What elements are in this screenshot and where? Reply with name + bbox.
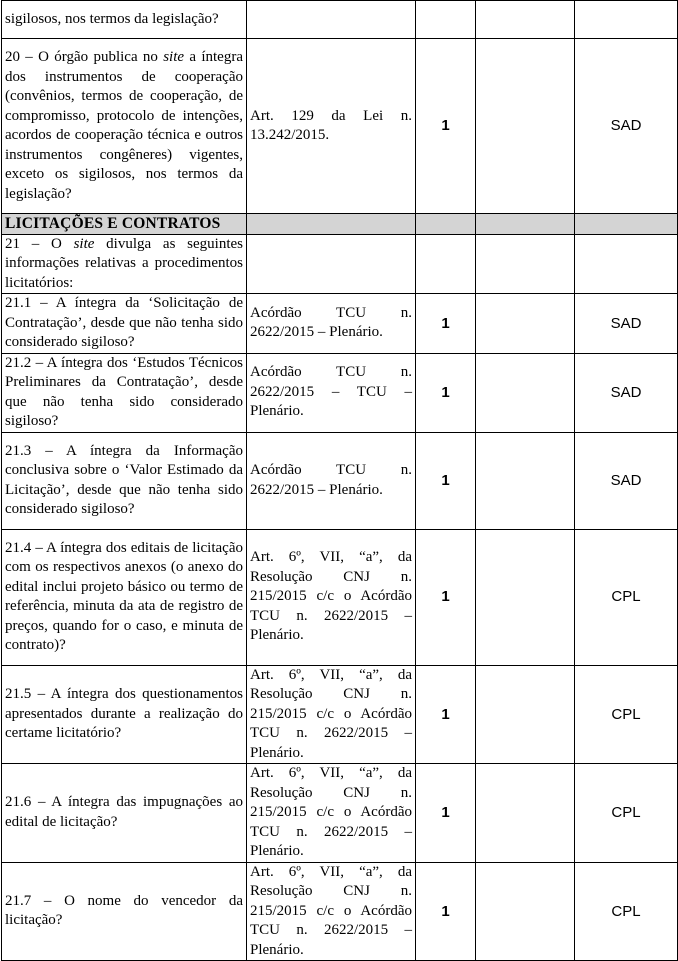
section-cell [476,214,575,235]
extra-cell [476,294,575,354]
item-text: 21.4 – A íntegra dos editais de licitação com os respectivos anexos (o anexo do edital inclui projeto básico ou termo de referência, minuta da ata de registro de preços, quando for o caso, e minuta de contrato)? [2,529,247,665]
extra-cell [476,764,575,863]
score: 1 [416,862,476,961]
score: 1 [416,432,476,529]
item-text: 20 – O órgão publica no site a íntegra dos instrumentos de cooperação (convênios, termos de cooperação, de compromisso, protocolo de intenções, acordos de cooperação técnica e outros instrumentos congêneres) vigentes, exceto os sigilosos, nos termos da legislação? [2,39,247,214]
extra-cell [476,862,575,961]
score: 1 [416,764,476,863]
section-title: LICITAÇÕES E CONTRATOS [2,214,247,235]
responsible-unit: CPL [575,862,678,961]
table-row [2,764,678,863]
legal-basis: Art. 6º, VII, “a”, da Resolução CNJ n. 215/2015 c/c o Acórdão TCU n. 2622/2015 – Plenário. [247,862,416,961]
section-cell [575,214,678,235]
legal-basis: Art. 6º, VII, “a”, da Resolução CNJ n. 215/2015 c/c o Acórdão TCU n. 2622/2015 – Plenário. [247,529,416,665]
responsible-unit: SAD [575,353,678,432]
responsible-unit: CPL [575,529,678,665]
legal-basis [247,1,416,39]
legal-basis: Art. 6º, VII, “a”, da Resolução CNJ n. 215/2015 c/c o Acórdão TCU n. 2622/2015 – Plenário. [247,665,416,764]
legal-basis: Acórdão TCU n. 2622/2015 – Plenário. [247,432,416,529]
extra-cell [476,39,575,214]
legal-basis: Art. 129 da Lei n. 13.242/2015. [247,39,416,214]
score: 1 [416,353,476,432]
responsible-unit: CPL [575,764,678,863]
responsible-unit: SAD [575,39,678,214]
extra-cell [476,353,575,432]
item-text: 21.5 – A íntegra dos questionamentos apresentados durante a realização do certame licitatório? [2,665,247,764]
item-text: 21 – O site divulga as seguintes informações relativas a procedimentos licitatórios: [2,234,247,294]
table-row [2,294,678,354]
table-row [2,432,678,529]
item-text: 21.1 – A íntegra da ‘Solicitação de Contratação’, desde que não tenha sido considerado sigiloso? [2,294,247,354]
legal-basis: Art. 6º, VII, “a”, da Resolução CNJ n. 215/2015 c/c o Acórdão TCU n. 2622/2015 – Plenário. [247,764,416,863]
item-text: 21.3 – A íntegra da Informação conclusiva sobre o ‘Valor Estimado da Licitação’, desde que não tenha sido considerado sigiloso? [2,432,247,529]
legal-basis: Acórdão TCU n. 2622/2015 – TCU – Plenário. [247,353,416,432]
extra-cell [476,665,575,764]
score: 1 [416,294,476,354]
table-row [2,353,678,432]
responsible-unit [575,234,678,294]
section-cell [247,214,416,235]
extra-cell [476,432,575,529]
section-header [2,214,678,235]
score: 1 [416,665,476,764]
table-row [2,862,678,961]
score: 1 [416,39,476,214]
table-row [2,234,678,294]
section-cell [416,214,476,235]
legal-basis [247,234,416,294]
item-text: 21.6 – A íntegra das impugnações ao edital de licitação? [2,764,247,863]
score: 1 [416,529,476,665]
transparency-checklist-table [1,0,678,961]
responsible-unit [575,1,678,39]
legal-basis: Acórdão TCU n. 2622/2015 – Plenário. [247,294,416,354]
responsible-unit: CPL [575,665,678,764]
score [416,234,476,294]
table-row [2,529,678,665]
responsible-unit: SAD [575,432,678,529]
extra-cell [476,529,575,665]
extra-cell [476,1,575,39]
item-text: sigilosos, nos termos da legislação? [2,1,247,39]
table-row [2,665,678,764]
table-row [2,39,678,214]
item-text: 21.2 – A íntegra dos ‘Estudos Técnicos Preliminares da Contratação’, desde que não tenha sido considerado sigiloso? [2,353,247,432]
table-row [2,1,678,39]
extra-cell [476,234,575,294]
item-text: 21.7 – O nome do vencedor da licitação? [2,862,247,961]
score [416,1,476,39]
responsible-unit: SAD [575,294,678,354]
